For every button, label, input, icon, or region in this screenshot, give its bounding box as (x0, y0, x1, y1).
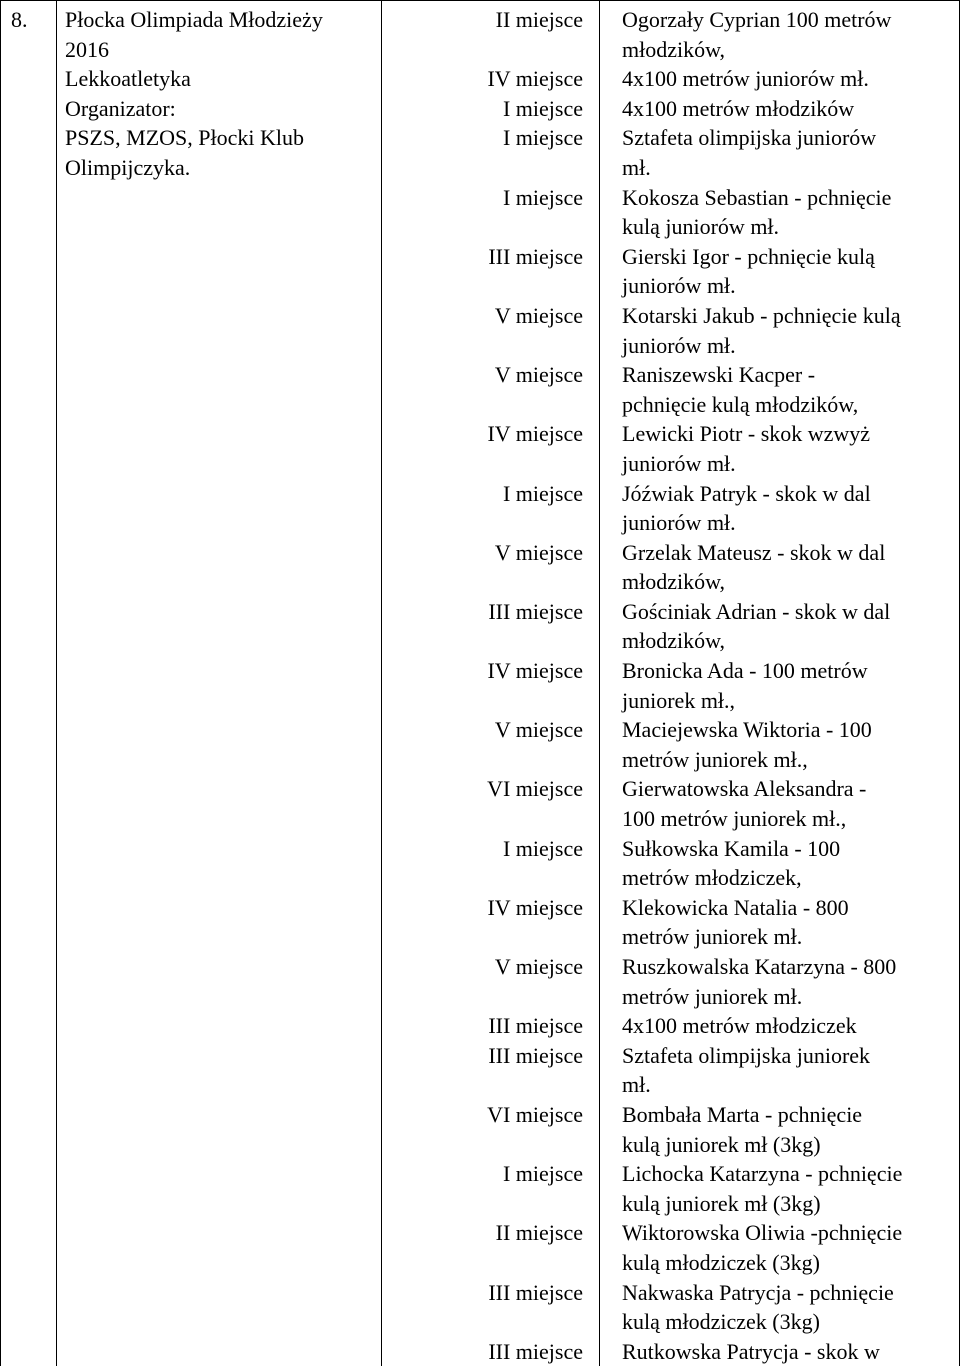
result-text-line: młodzików, (622, 628, 726, 654)
placement-spacer (381, 1070, 583, 1100)
result-text-line: juniorów mł. (622, 273, 736, 299)
result-text-line: młodzików, (622, 36, 726, 62)
placement-label: V miejsce (494, 954, 583, 979)
placement-spacer (381, 1248, 583, 1278)
placement-label: IV miejsce (487, 421, 583, 447)
result-text-line: pchnięcie kulą młodzików, (622, 391, 859, 417)
result-text-line: Ruszkowalska Katarzyna - 800 (622, 954, 897, 979)
placement-spacer (381, 982, 583, 1012)
placement-label: IV miejsce (487, 658, 583, 684)
placement-spacer (381, 1189, 583, 1219)
result-text-line: Kokosza Sebastian - pchnięcie (622, 184, 892, 210)
event-line: 2016 (65, 36, 109, 62)
result-text-line: 4x100 metrów juniorów mł. (622, 66, 869, 92)
placement-label: III miejsce (488, 1338, 583, 1364)
result-text-line: kulą juniorek mł (3kg) (622, 1131, 821, 1157)
result-text-line: Lewicki Piotr - skok wzwyż (622, 421, 871, 447)
placement-label: II miejsce (495, 1220, 583, 1246)
placement-spacer (381, 35, 583, 65)
placement-spacer (381, 390, 583, 420)
placement-spacer (381, 804, 583, 834)
placement-label: I miejsce (502, 95, 583, 121)
result-text-line: mł. (622, 154, 651, 180)
event-line: Organizator: (65, 95, 176, 121)
result-text-line: Lichocka Katarzyna - pchnięcie (622, 1161, 903, 1187)
result-text-line: Sztafeta olimpijska juniorek (622, 1042, 871, 1068)
event-line: Lekkoatletyka (65, 66, 191, 92)
result-text-line: Bronicka Ada - 100 metrów (622, 658, 868, 684)
event-line: Płocka Olimpiada Młodzieży (65, 7, 323, 32)
placement-label: III miejsce (488, 598, 583, 624)
placement-spacer (381, 212, 583, 242)
placement-spacer (381, 686, 583, 716)
result-text-line: Nakwaska Patrycja - pchnięcie (622, 1279, 894, 1305)
result-text-line: Sztafeta olimpijska juniorów (622, 125, 877, 151)
placement-spacer (381, 626, 583, 656)
result-text-line: Ogorzały Cyprian 100 metrów (622, 7, 892, 32)
result-text-line: Rutkowska Patrycja - skok w (622, 1338, 880, 1364)
placement-label: III miejsce (488, 1042, 583, 1068)
result-text-line: juniorów mł. (622, 332, 736, 358)
column-divider (56, 1, 57, 1366)
result-text-line: Gierwatowska Aleksandra - (622, 776, 867, 802)
placement-label: I miejsce (502, 1161, 583, 1187)
placement-spacer (381, 1130, 583, 1160)
placement-label: VI miejsce (487, 776, 583, 802)
placement-spacer (381, 449, 583, 479)
result-text-line: Gościniak Adrian - skok w dal (622, 598, 891, 624)
placement-spacer (381, 567, 583, 597)
result-text-line: Jóźwiak Patryk - skok w dal (622, 480, 871, 506)
placement-label: V miejsce (494, 362, 583, 388)
result-text-line: metrów juniorek mł. (622, 983, 803, 1009)
placement-label: I miejsce (502, 835, 583, 861)
result-text-line: metrów juniorek mł. (622, 924, 803, 950)
event-description (65, 5, 375, 183)
placement-spacer (381, 508, 583, 538)
result-column (622, 5, 956, 1366)
result-text-line: Wiktorowska Oliwia -pchnięcie (622, 1220, 903, 1246)
placement-label: I miejsce (502, 184, 583, 210)
place-column (381, 5, 583, 1366)
event-line: PSZS, MZOS, Płocki Klub (65, 125, 304, 151)
placement-spacer (381, 271, 583, 301)
result-text-line: kulą juniorek mł (3kg) (622, 1190, 821, 1216)
result-text-line: 4x100 metrów młodzików (622, 95, 855, 121)
event-line: Olimpijczyka. (65, 154, 191, 180)
placement-label: III miejsce (488, 1013, 583, 1039)
result-text-line: młodzików, (622, 569, 726, 595)
result-text-line: Gierski Igor - pchnięcie kulą (622, 243, 875, 269)
result-text-line: Klekowicka Natalia - 800 (622, 894, 849, 920)
result-text-line: metrów juniorek mł., (622, 746, 808, 772)
result-text-line: kulą juniorów mł. (622, 214, 780, 240)
result-text-line: kulą młodziczek (3kg) (622, 1309, 820, 1335)
result-text-line: Bombała Marta - pchnięcie (622, 1101, 863, 1127)
placement-label: V miejsce (494, 302, 583, 328)
placement-label: III miejsce (488, 243, 583, 269)
result-text-line: juniorów mł. (622, 450, 736, 476)
placement-label: I miejsce (502, 125, 583, 151)
result-text-line: juniorek mł., (622, 687, 736, 713)
result-text-line: kulą młodziczek (3kg) (622, 1249, 820, 1275)
result-text-line: juniorów mł. (622, 510, 736, 536)
placement-label: VI miejsce (487, 1101, 583, 1127)
placement-spacer (381, 331, 583, 361)
placement-spacer (381, 1307, 583, 1337)
placement-label: III miejsce (488, 1279, 583, 1305)
result-text-line: Kotarski Jakub - pchnięcie kulą (622, 302, 901, 328)
column-divider (599, 1, 600, 1366)
placement-label: IV miejsce (487, 66, 583, 92)
placement-label: V miejsce (494, 717, 583, 743)
result-text-line: metrów młodziczek, (622, 865, 802, 891)
result-text-line: Grzelak Mateusz - skok w dal (622, 539, 886, 565)
placement-spacer (381, 745, 583, 775)
placement-label: V miejsce (494, 539, 583, 565)
result-text-line: Raniszewski Kacper - (622, 362, 816, 388)
result-text-line: 100 metrów juniorek mł., (622, 806, 847, 832)
placement-spacer (381, 863, 583, 893)
placement-spacer (381, 922, 583, 952)
result-text-line: mł. (622, 1072, 651, 1098)
result-text-line: Sułkowska Kamila - 100 (622, 835, 841, 861)
result-text-line: 4x100 metrów młodziczek (622, 1013, 857, 1039)
placement-label: II miejsce (495, 7, 583, 32)
result-text-line: Maciejewska Wiktoria - 100 (622, 717, 872, 743)
placement-label: I miejsce (502, 480, 583, 506)
row-number: 8. (11, 7, 28, 32)
placement-spacer (381, 153, 583, 183)
placement-label: IV miejsce (487, 894, 583, 920)
